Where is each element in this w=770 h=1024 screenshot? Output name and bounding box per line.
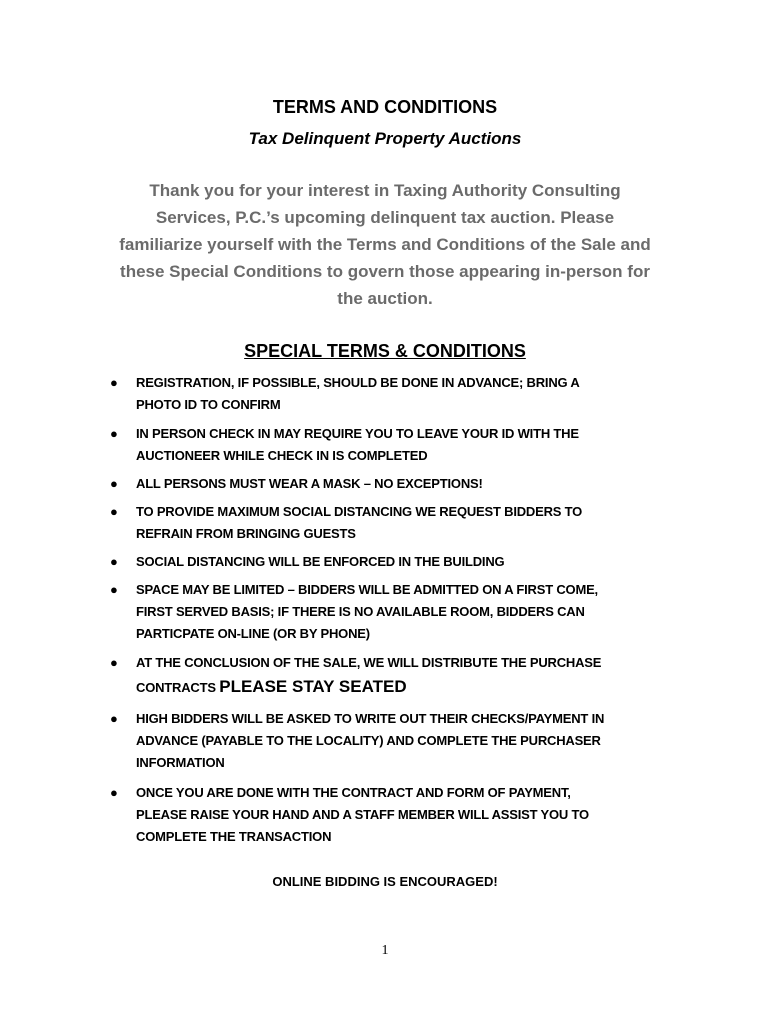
list-item-text: COMPLETE THE TRANSACTION [136, 829, 332, 844]
intro-line: the auction. [337, 289, 433, 308]
list-item-text: HIGH BIDDERS WILL BE ASKED TO WRITE OUT THEIR CHECKS/PAYMENT IN [136, 711, 605, 726]
intro-line: Thank you for your interest in Taxing Authority Consulting [149, 181, 621, 200]
list-item-text: TO PROVIDE MAXIMUM SOCIAL DISTANCING WE REQUEST BIDDERS TO [136, 504, 583, 519]
list-item-text: AUCTIONEER WHILE CHECK IN IS COMPLETED [136, 448, 428, 463]
bullet-icon: ● [110, 582, 118, 597]
list-item-text: PLEASE RAISE YOUR HAND AND A STAFF MEMBER WILL ASSIST YOU TO [136, 807, 589, 822]
bullet-icon: ● [110, 655, 118, 670]
bullet-icon: ● [110, 476, 118, 491]
footer-note: ONLINE BIDDING IS ENCOURAGED! [272, 874, 498, 889]
list-item-text: REGISTRATION, IF POSSIBLE, SHOULD BE DONE IN ADVANCE; BRING A [136, 375, 580, 390]
stay-seated-text: PLEASE STAY SEATED [219, 677, 407, 696]
list-item-text: AT THE CONCLUSION OF THE SALE, WE WILL DISTRIBUTE THE PURCHASE [136, 655, 602, 670]
list-item-text: INFORMATION [136, 755, 225, 770]
list-item-text: SPACE MAY BE LIMITED – BIDDERS WILL BE ADMITTED ON A FIRST COME, [136, 582, 598, 597]
intro-line: Services, P.C.’s upcoming delinquent tax auction. Please [155, 208, 615, 227]
page-subtitle: Tax Delinquent Property Auctions [248, 129, 522, 148]
section-heading: SPECIAL TERMS & CONDITIONS [244, 341, 526, 361]
bullet-icon: ● [110, 504, 118, 519]
page-number: 1 [381, 943, 389, 958]
intro-paragraph [85, 177, 685, 312]
bullet-icon: ● [110, 785, 118, 800]
bullet-icon: ● [110, 554, 118, 569]
contracts-text: CONTRACTS [136, 680, 216, 695]
list-item-text: REFRAIN FROM BRINGING GUESTS [136, 526, 356, 541]
list-item-text: ADVANCE (PAYABLE TO THE LOCALITY) AND COMPLETE THE PURCHASER [136, 733, 601, 748]
list-item-text: SOCIAL DISTANCING WILL BE ENFORCED IN THE BUILDING [136, 554, 505, 569]
list-item-text-mixed [136, 674, 696, 701]
page-title: TERMS AND CONDITIONS [272, 97, 498, 117]
list-item-text: ONCE YOU ARE DONE WITH THE CONTRACT AND FORM OF PAYMENT, [136, 785, 571, 800]
intro-line: familiarize yourself with the Terms and Conditions of the Sale and [119, 235, 651, 254]
list-item-text: IN PERSON CHECK IN MAY REQUIRE YOU TO LEAVE YOUR ID WITH THE [136, 426, 579, 441]
bullet-icon: ● [110, 711, 118, 726]
list-item-text: FIRST SERVED BASIS; IF THERE IS NO AVAILABLE ROOM, BIDDERS CAN [136, 604, 585, 619]
list-item-text: PHOTO ID TO CONFIRM [136, 397, 281, 412]
intro-line: these Special Conditions to govern those appearing in-person for [120, 262, 650, 281]
bullet-icon: ● [110, 375, 118, 390]
list-item-text: ALL PERSONS MUST WEAR A MASK – NO EXCEPTIONS! [136, 476, 483, 491]
list-item-text: PARTICPATE ON-LINE (OR BY PHONE) [136, 626, 370, 641]
bullet-icon: ● [110, 426, 118, 441]
